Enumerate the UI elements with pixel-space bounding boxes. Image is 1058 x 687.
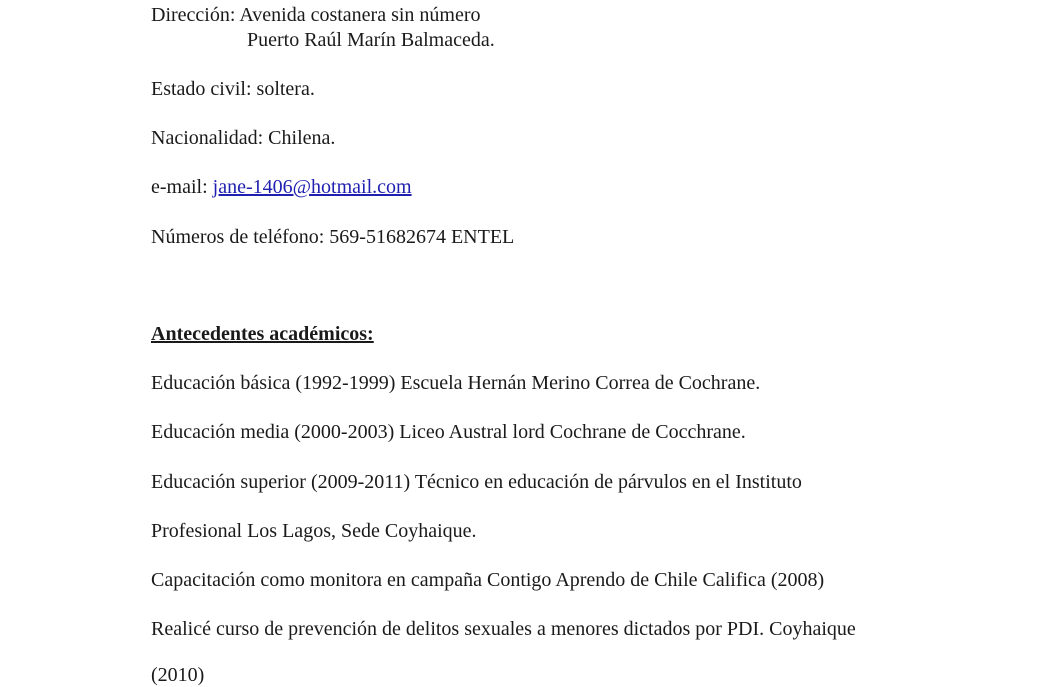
email-label: e-mail:: [151, 176, 208, 198]
email-link[interactable]: jane-1406@hotmail.com: [212, 176, 412, 198]
academic-line: Realicé curso de prevención de delitos sexuales a menores dictados por PDI. Coyhaique: [151, 618, 856, 640]
civil-status: Estado civil: soltera.: [151, 78, 315, 100]
academic-line: Educación media (2000-2003) Liceo Austral lord Cochrane de Cocchrane.: [151, 421, 746, 443]
academic-line: Capacitación como monitora en campaña Contigo Aprendo de Chile Califica (2008): [151, 569, 825, 591]
academic-heading: Antecedentes académicos:: [151, 323, 374, 345]
academic-line: Profesional Los Lagos, Sede Coyhaique.: [151, 520, 477, 542]
address-street: Avenida costanera sin número: [239, 4, 481, 26]
academic-line: Educación superior (2009-2011) Técnico en educación de párvulos en el Instituto: [151, 471, 802, 493]
academic-line: Educación básica (1992-1999) Escuela Hernán Merino Correa de Cochrane.: [151, 372, 761, 394]
address-line-1: [151, 3, 481, 27]
address-label: Dirección:: [151, 4, 236, 26]
phone-numbers: Números de teléfono: 569-51682674 ENTEL: [151, 226, 515, 248]
academic-line: (2010): [151, 664, 205, 686]
nationality: Nacionalidad: Chilena.: [151, 127, 336, 149]
email-row: [151, 175, 412, 199]
address-line-2: Puerto Raúl Marín Balmaceda.: [247, 29, 495, 51]
